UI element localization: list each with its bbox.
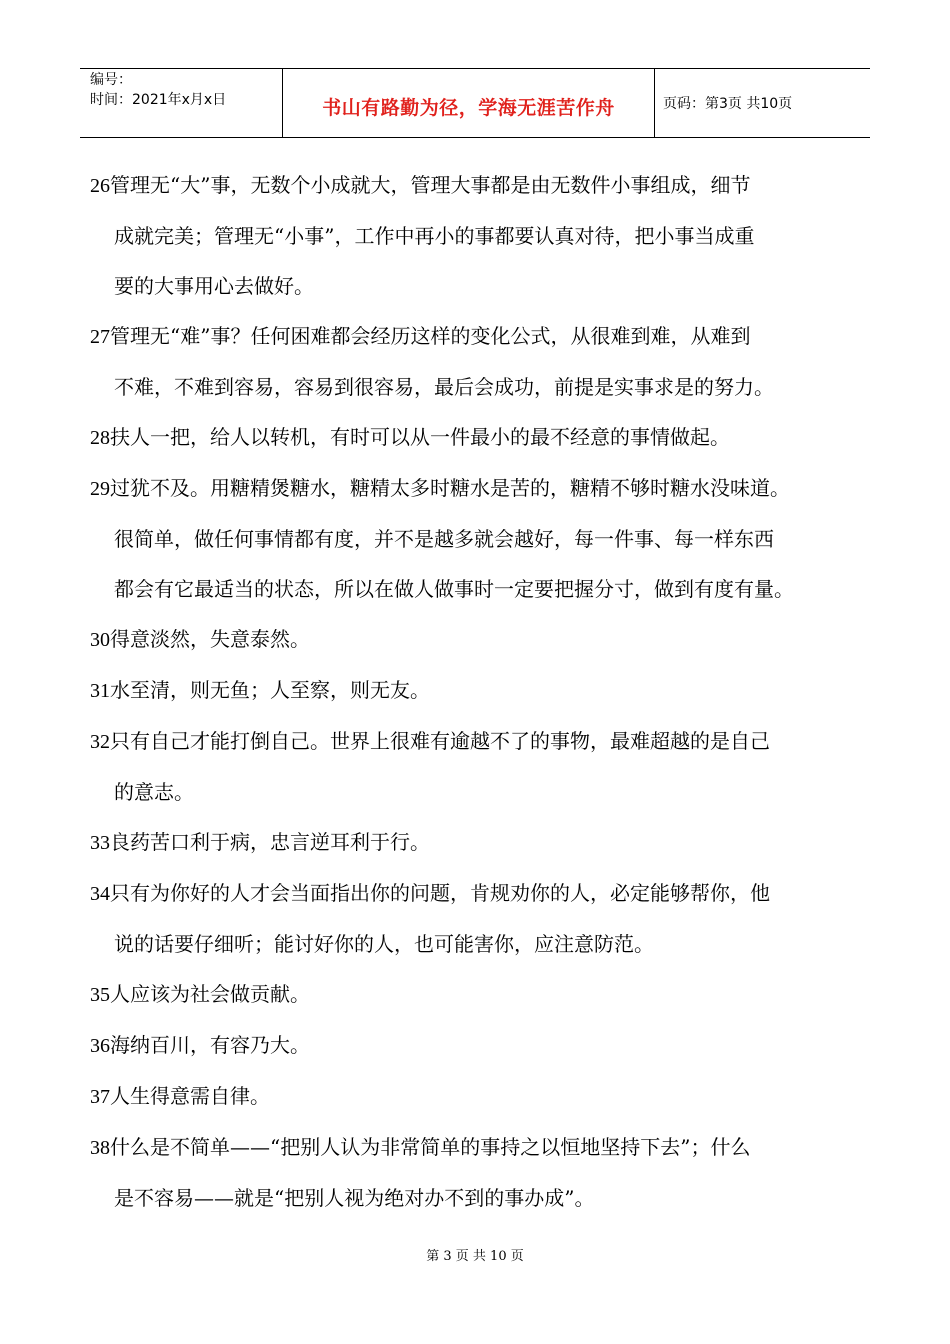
item-number: 32 <box>90 731 110 753</box>
page-footer: 第 3 页 共 10 页 <box>426 1249 524 1264</box>
item-text: 要的大事用心去做好。 <box>114 274 314 298</box>
item-first-line <box>90 1122 880 1173</box>
item-first-line <box>90 716 880 767</box>
item-text: 管理无“难”事？任何困难都会经历这样的变化公式，从很难到难，从难到 <box>110 324 751 348</box>
list-item <box>90 665 880 716</box>
item-continuation-line <box>90 514 880 564</box>
list-item <box>90 1020 880 1071</box>
item-number: 38 <box>90 1137 110 1159</box>
item-continuation-line <box>90 767 880 817</box>
item-first-line <box>90 412 880 463</box>
item-text: 人生得意需自律。 <box>110 1084 270 1108</box>
item-first-line <box>90 160 880 211</box>
document-body <box>90 160 880 1223</box>
document-number-label: 编号： <box>90 72 132 88</box>
item-first-line <box>90 817 880 868</box>
item-text: 的意志。 <box>114 780 194 804</box>
item-number: 36 <box>90 1035 110 1057</box>
item-number: 31 <box>90 680 110 702</box>
list-item <box>90 1071 880 1122</box>
item-first-line <box>90 1020 880 1071</box>
item-text: 都会有它最适当的状态，所以在做人做事时一定要把握分寸，做到有度有量。 <box>114 577 794 601</box>
item-continuation-line <box>90 362 880 412</box>
item-number: 26 <box>90 175 110 197</box>
item-continuation-line <box>90 261 880 311</box>
item-continuation-line <box>90 564 880 614</box>
list-item <box>90 969 880 1020</box>
item-number: 37 <box>90 1086 110 1108</box>
item-text: 什么是不简单——“把别人认为非常简单的事持之以恒地坚持下去”；什么 <box>110 1135 751 1159</box>
item-first-line <box>90 969 880 1020</box>
header-page-cell <box>655 69 870 137</box>
item-number: 34 <box>90 883 110 905</box>
item-text: 扶人一把，给人以转机，有时可以从一件最小的最不经意的事情做起。 <box>110 425 730 449</box>
item-text: 得意淡然，失意泰然。 <box>110 627 310 651</box>
item-first-line <box>90 311 880 362</box>
header-meta-cell <box>80 69 283 137</box>
item-continuation-line <box>90 211 880 261</box>
list-item <box>90 463 880 614</box>
list-item <box>90 817 880 868</box>
item-text: 是不容易——就是“把别人视为绝对办不到的事办成”。 <box>114 1186 595 1210</box>
item-text: 只有自己才能打倒自己。世界上很难有逾越不了的事物，最难超越的是自己 <box>110 729 770 753</box>
item-text: 只有为你好的人才会当面指出你的问题，肯规劝你的人，必定能够帮你，他 <box>110 881 770 905</box>
item-text: 说的话要仔细听；能讨好你的人，也可能害你，应注意防范。 <box>114 932 654 956</box>
list-item <box>90 311 880 412</box>
item-first-line <box>90 665 880 716</box>
item-first-line <box>90 614 880 665</box>
list-item <box>90 868 880 969</box>
header-page-info: 页码：第3页 共10页 <box>663 96 793 112</box>
item-text: 海纳百川，有容乃大。 <box>110 1033 310 1057</box>
header-motto-cell <box>283 69 655 137</box>
item-first-line <box>90 1071 880 1122</box>
list-item <box>90 160 880 311</box>
item-number: 29 <box>90 478 110 500</box>
item-text: 水至清，则无鱼；人至察，则无友。 <box>110 678 430 702</box>
list-item <box>90 614 880 665</box>
list-item <box>90 716 880 817</box>
item-text: 良药苦口利于病，忠言逆耳利于行。 <box>110 830 430 854</box>
header-motto: 书山有路勤为径，学海无涯苦作舟 <box>322 97 615 119</box>
item-continuation-line <box>90 1173 880 1223</box>
item-text: 成就完美；管理无“小事”，工作中再小的事都要认真对待，把小事当成重 <box>114 224 755 248</box>
item-text: 管理无“大”事，无数个小成就大，管理大事都是由无数件小事组成，细节 <box>110 173 751 197</box>
item-number: 28 <box>90 427 110 449</box>
item-first-line <box>90 463 880 514</box>
item-number: 35 <box>90 984 110 1006</box>
item-text: 不难，不难到容易，容易到很容易，最后会成功，前提是实事求是的努力。 <box>114 375 774 399</box>
item-number: 27 <box>90 326 110 348</box>
list-item <box>90 412 880 463</box>
item-first-line <box>90 868 880 919</box>
item-number: 30 <box>90 629 110 651</box>
item-continuation-line <box>90 919 880 969</box>
document-time-label: 时间：2021年x月x日 <box>90 92 227 108</box>
item-text: 人应该为社会做贡献。 <box>110 982 310 1006</box>
page-header <box>80 68 870 138</box>
item-text: 很简单，做任何事情都有度，并不是越多就会越好，每一件事、每一样东西 <box>114 527 774 551</box>
item-number: 33 <box>90 832 110 854</box>
item-text: 过犹不及。用糖精煲糖水，糖精太多时糖水是苦的，糖精不够时糖水没味道。 <box>110 476 790 500</box>
list-item <box>90 1122 880 1223</box>
